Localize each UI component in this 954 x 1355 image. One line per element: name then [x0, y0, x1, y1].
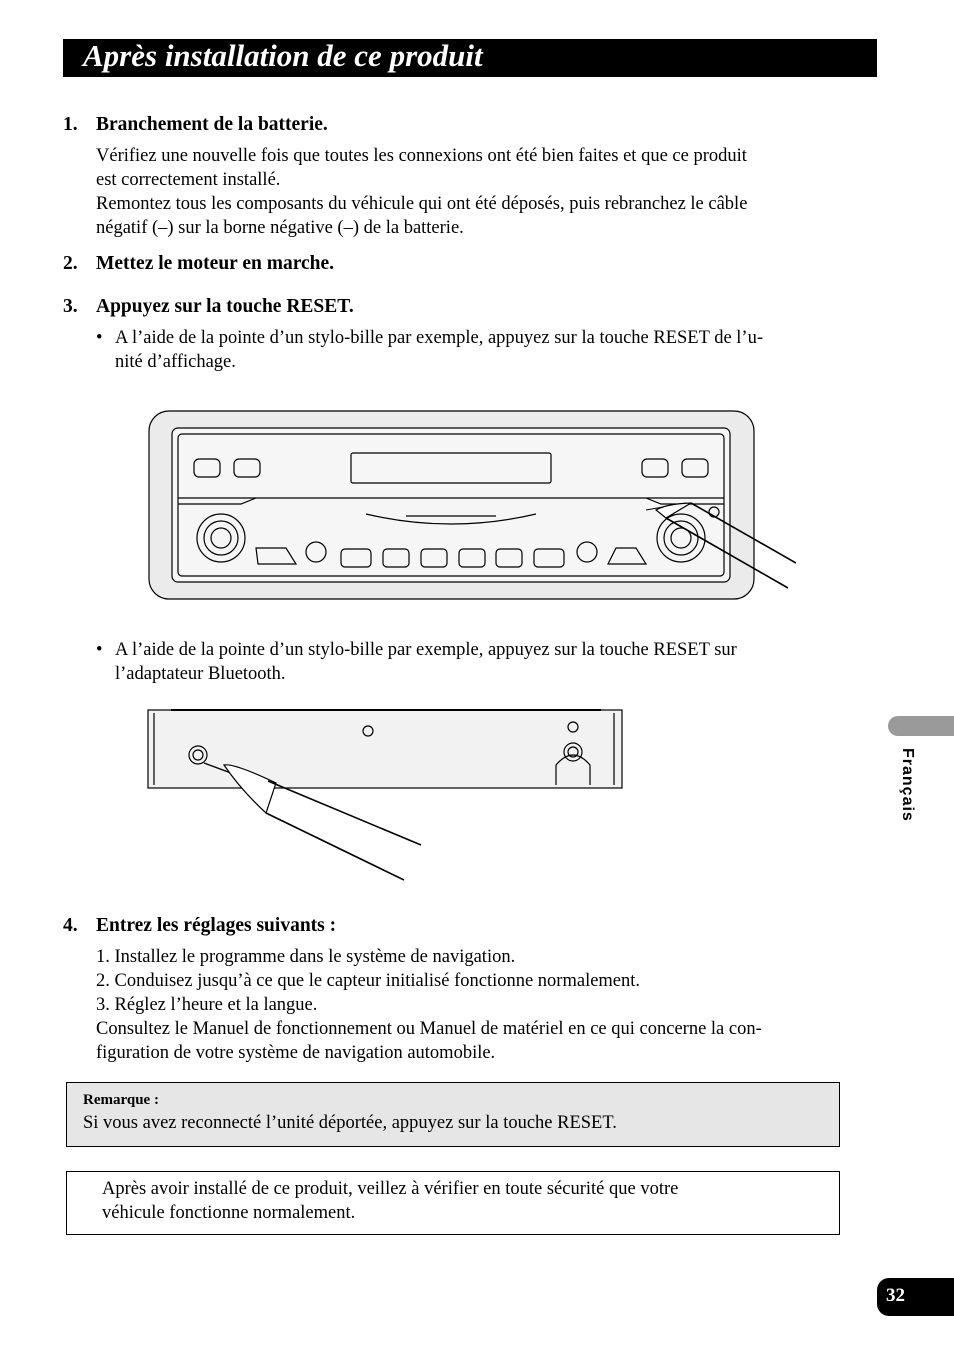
head-unit-reset-illustration [146, 408, 796, 604]
safety-notice-box [66, 1171, 840, 1235]
step-number: 3. [63, 296, 78, 317]
bullet-icon: • [96, 640, 103, 660]
bullet-item [96, 638, 841, 686]
step-4-heading [63, 914, 336, 938]
bullet-line: l’adaptateur Bluetooth. [115, 664, 286, 684]
body-line: 2. Conduisez jusqu’à ce que le capteur initialisé fonctionne normalement. [96, 971, 641, 991]
step-1-heading [63, 113, 328, 137]
step-number: 2. [63, 253, 78, 274]
step-4-body [96, 945, 841, 1065]
note-label: Remarque : [83, 1092, 159, 1108]
step-number: 4. [63, 915, 78, 936]
body-line: figuration de votre système de navigation automobile. [96, 1043, 496, 1063]
page-number-badge [877, 1278, 954, 1316]
body-line: est correctement installé. [96, 170, 281, 190]
body-line: Vérifiez une nouvelle fois que toutes les connexions ont été bien faites et que ce produit [96, 146, 747, 166]
step-title: Mettez le moteur en marche. [96, 253, 335, 274]
bluetooth-adapter-reset-illustration [146, 705, 626, 885]
step-title: Branchement de la batterie. [96, 114, 328, 135]
body-line: 3. Réglez l’heure et la langue. [96, 995, 318, 1015]
bullet-icon: • [96, 328, 103, 348]
step-3-heading [63, 295, 354, 319]
bullet-line: A l’aide de la pointe d’un stylo-bille par exemple, appuyez sur la touche RESET de l’u- [115, 328, 763, 348]
language-tab [888, 716, 954, 736]
note-text: Si vous avez reconnecté l’unité déportée, appuyez sur la touche RESET. [83, 1113, 617, 1133]
safety-line: véhicule fonctionne normalement. [102, 1203, 356, 1223]
step-title: Entrez les réglages suivants : [96, 915, 337, 936]
body-line: 1. Installez le programme dans le système de navigation. [96, 947, 516, 967]
body-line: négatif (–) sur la borne négative (–) de la batterie. [96, 218, 464, 238]
note-box [66, 1082, 840, 1147]
step-title: Appuyez sur la touche RESET. [96, 296, 354, 317]
safety-line: Après avoir installé de ce produit, veillez à vérifier en toute sécurité que votre [102, 1179, 679, 1199]
language-label: Français [899, 748, 916, 822]
page-number: 32 [886, 1285, 905, 1306]
bullet-item [96, 326, 841, 374]
bullet-line: nité d’affichage. [115, 352, 236, 372]
step-2-heading [63, 252, 334, 276]
section-header [63, 39, 877, 77]
page-title: Après installation de ce produit [83, 38, 483, 73]
body-line: Consultez le Manuel de fonctionnement ou Manuel de matériel en ce qui concerne la con- [96, 1019, 762, 1039]
bullet-line: A l’aide de la pointe d’un stylo-bille par exemple, appuyez sur la touche RESET sur [115, 640, 737, 660]
body-line: Remontez tous les composants du véhicule qui ont été déposés, puis rebranchez le câble [96, 194, 748, 214]
step-1-body [96, 144, 841, 240]
step-number: 1. [63, 114, 78, 135]
